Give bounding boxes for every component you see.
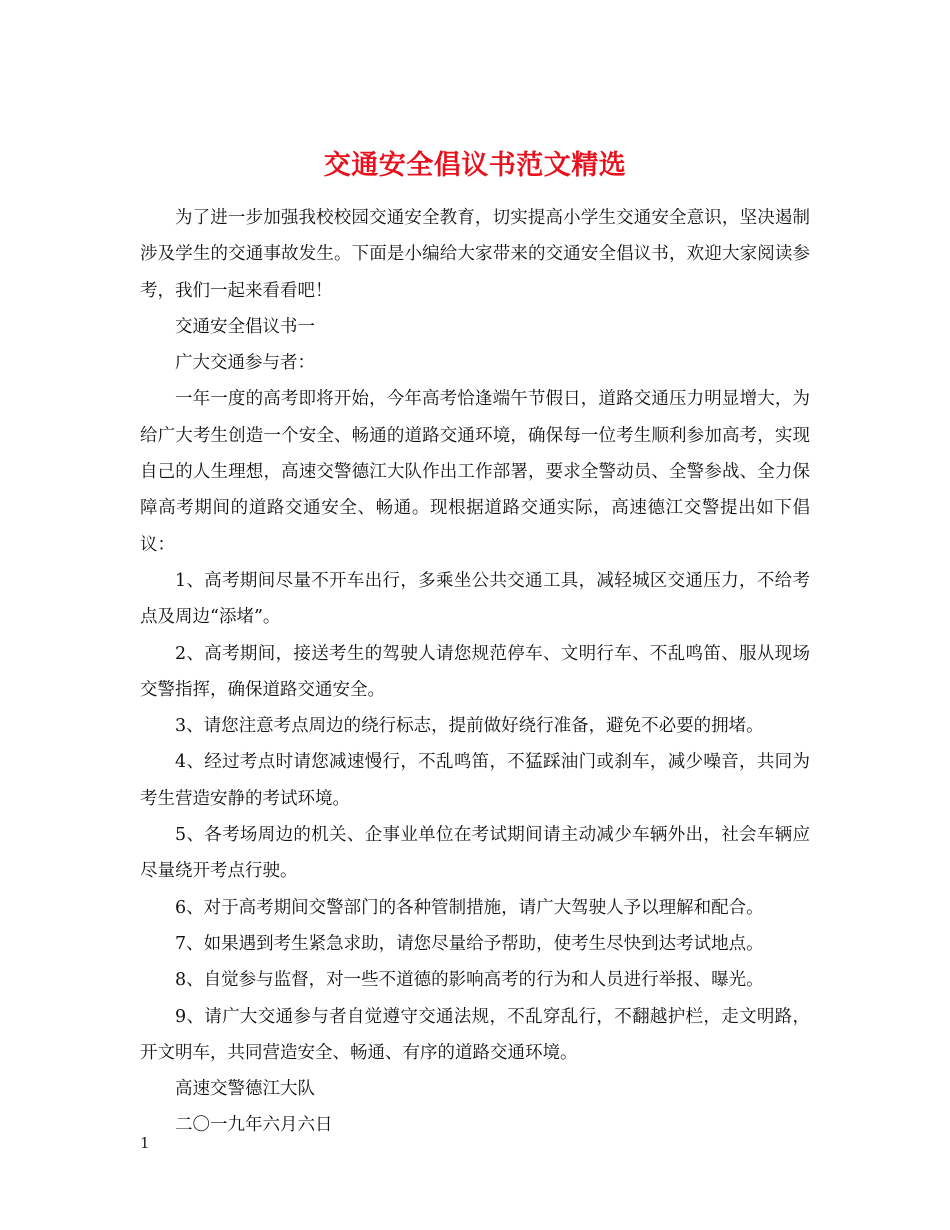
body-paragraph: 一年一度的高考即将开始，今年高考恰逢端午节假日，道路交通压力明显增大，为给广大考生创造一个安全、畅通的道路交通环境，确保每一位考生顺利参加高考，实现自己的人生理想，高速交警德江大队作出工作部署，要求全警动员、全警参战、全力保障高考期间的道路交通安全、畅通。现根据道路交通实际，高速德江交警提出如下倡议： [140,389,810,555]
proposal-item-6: 6、对于高考期间交警部门的各种管制措施，请广大驾驶人予以理解和配合。 [175,897,764,918]
proposal-item-4: 4、经过考点时请您减速慢行，不乱鸣笛，不猛踩油门或刹车，减少噪音，共同为考生营造安静的考试环境。 [140,752,810,809]
proposal-item-5: 5、各考场周边的机关、企事业单位在考试期间请主动减少车辆外出，社会车辆应尽量绕开考点行驶。 [140,825,810,882]
salutation: 广大交通参与者： [175,353,315,374]
signature-organization: 高速交警德江大队 [175,1079,315,1100]
section-heading: 交通安全倡议书一 [175,316,315,337]
proposal-item-2: 2、高考期间，接送考生的驾驶人请您规范停车、文明行车、不乱鸣笛、服从现场交警指挥，确保道路交通安全。 [140,643,810,700]
page-number: 1 [140,1134,150,1152]
proposal-item-9: 9、请广大交通参与者自觉遵守交通法规，不乱穿乱行，不翻越护栏，走文明路，开文明车，共同营造安全、畅通、有序的道路交通环境。 [140,1006,810,1063]
document-body [140,200,810,1144]
document-title: 交通安全倡议书范文精选 [323,150,627,182]
proposal-item-3: 3、请您注意考点周边的绕行标志，提前做好绕行准备，避免不必要的拥堵。 [175,716,764,737]
proposal-item-8: 8、自觉参与监督，对一些不道德的影响高考的行为和人员进行举报、曝光。 [175,970,764,991]
intro-paragraph: 为了进一步加强我校校园交通安全教育，切实提高小学生交通安全意识，坚决遏制涉及学生的交通事故发生。下面是小编给大家带来的交通安全倡议书，欢迎大家阅读参考，我们一起来看看吧！ [140,208,810,301]
signature-date: 二〇一九年六月六日 [175,1115,333,1136]
proposal-item-7: 7、如果遇到考生紧急求助，请您尽量给予帮助，使考生尽快到达考试地点。 [175,933,764,954]
proposal-item-1: 1、高考期间尽量不开车出行，多乘坐公共交通工具，减轻城区交通压力，不给考点及周边“添堵”。 [140,570,810,628]
